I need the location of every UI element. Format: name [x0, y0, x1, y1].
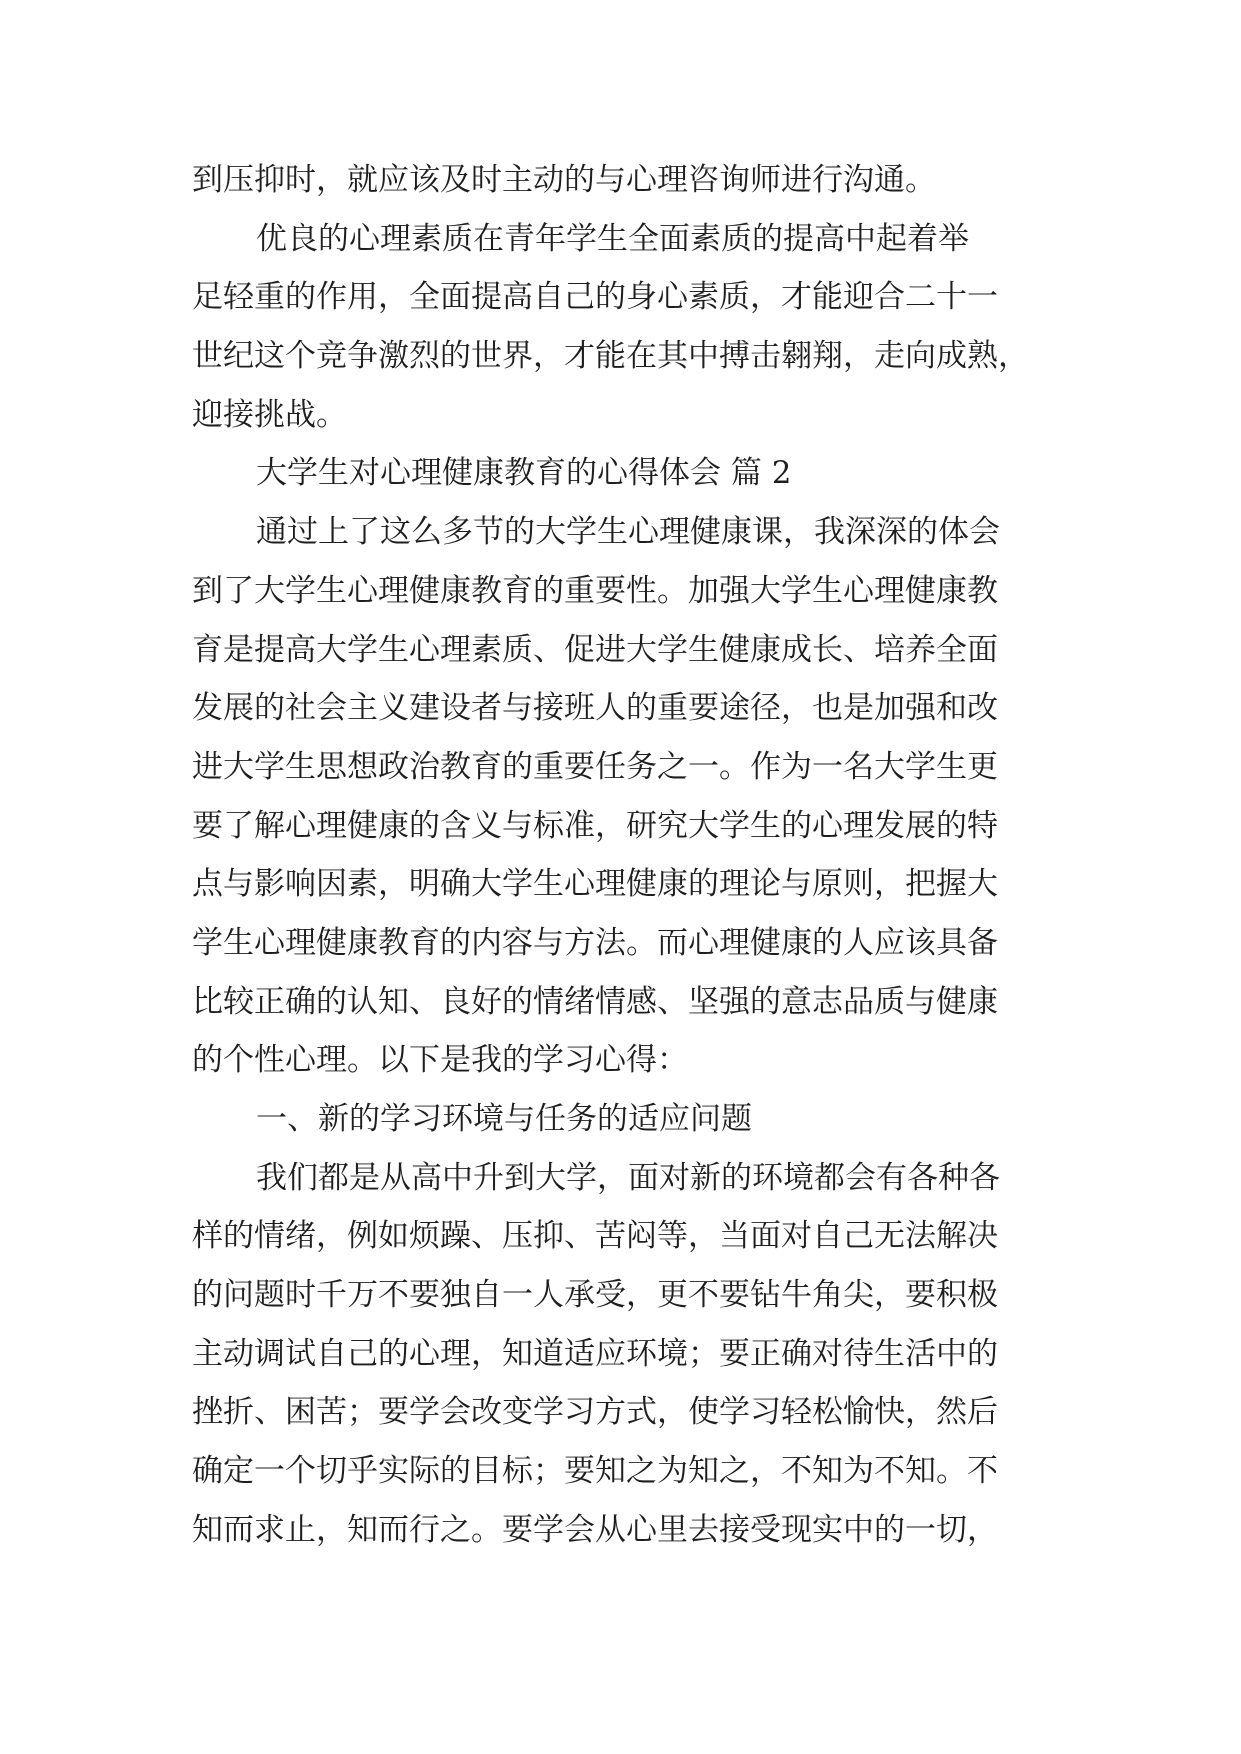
text-line: 样的情绪，例如烦躁、压抑、苦闷等，当面对自己无法解决	[192, 1218, 998, 1255]
text-line: 我们都是从高中升到大学，面对新的环境都会有各种各	[256, 1159, 1000, 1196]
text-line: 学生心理健康教育的内容与方法。而心理健康的人应该具备	[192, 924, 998, 961]
text-line: 世纪这个竞争激烈的世界，才能在其中搏击翱翔，走向成熟，	[192, 338, 1029, 375]
text-line: 足轻重的作用，全面提高自己的身心素质，才能迎合二十一	[192, 279, 998, 316]
text-line: 知而求止，知而行之。要学会从心里去接受现实中的一切，	[192, 1511, 998, 1548]
text-line: 进大学生思想政治教育的重要任务之一。作为一名大学生更	[192, 748, 998, 785]
text-line: 优良的心理素质在青年学生全面素质的提高中起着举	[256, 220, 969, 257]
text-line: 到压抑时，就应该及时主动的与心理咨询师进行沟通。	[192, 162, 936, 198]
text-line: 挫折、困苦；要学会改变学习方式，使学习轻松愉快，然后	[192, 1394, 998, 1431]
section-heading: 大学生对心理健康教育的心得体会 篇 2	[256, 455, 792, 492]
text-line: 到了大学生心理健康教育的重要性。加强大学生心理健康教	[192, 572, 998, 609]
text-line: 发展的社会主义建设者与接班人的重要途径，也是加强和改	[192, 690, 998, 727]
text-line: 的个性心理。以下是我的学习心得：	[192, 1042, 688, 1079]
text-line: 要了解心理健康的含义与标准，研究大学生的心理发展的特	[192, 807, 998, 844]
text-line: 比较正确的认知、良好的情绪情感、坚强的意志品质与健康	[192, 983, 998, 1020]
subsection-heading: 一、新的学习环境与任务的适应问题	[256, 1101, 752, 1137]
text-line: 通过上了这么多节的大学生心理健康课，我深深的体会	[256, 514, 1000, 551]
text-line: 点与影响因素，明确大学生心理健康的理论与原则，把握大	[192, 866, 998, 903]
text-line: 育是提高大学生心理素质、促进大学生健康成长、培养全面	[192, 631, 998, 668]
text-line: 确定一个切乎实际的目标；要知之为知之，不知为不知。不	[192, 1453, 998, 1490]
document-body	[192, 151, 1052, 1560]
text-line: 迎接挑战。	[192, 396, 347, 433]
text-line: 主动调试自己的心理，知道适应环境；要正确对待生活中的	[192, 1335, 998, 1372]
text-line: 的问题时千万不要独自一人承受，更不要钻牛角尖，要积极	[192, 1277, 998, 1314]
